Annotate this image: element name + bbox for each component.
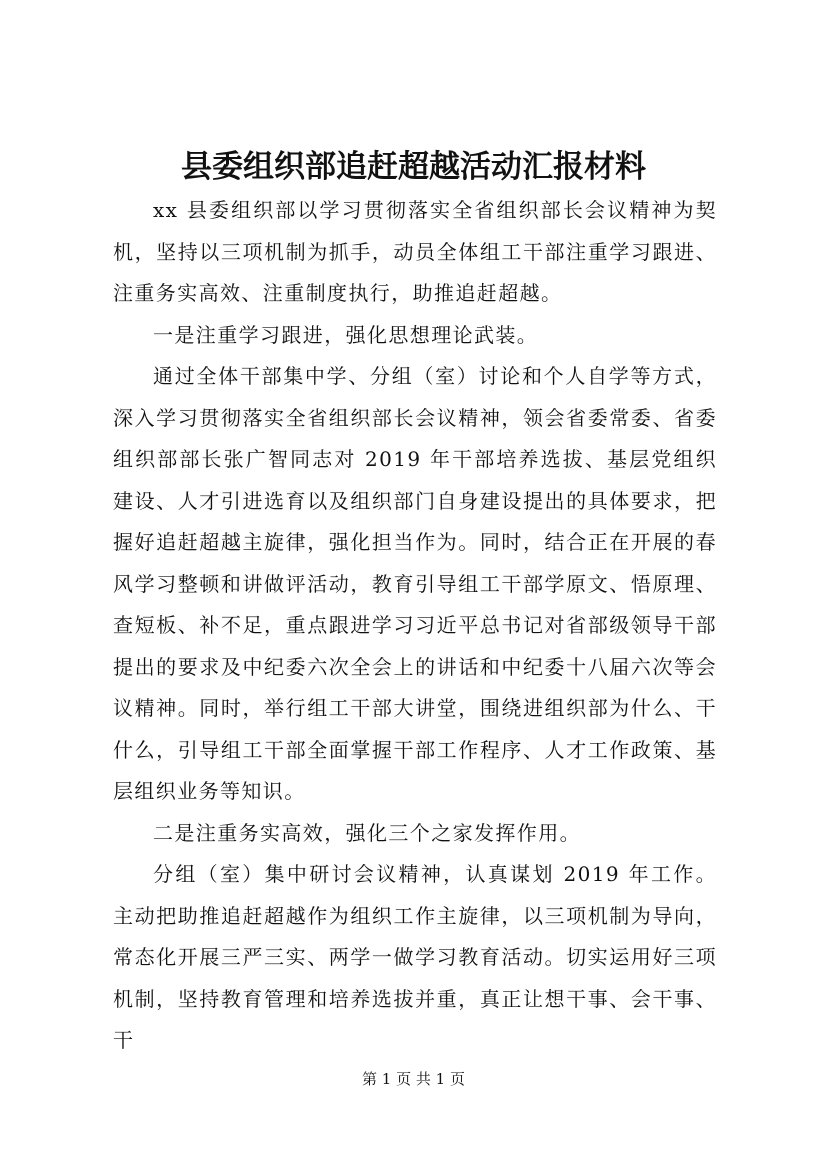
paragraph-study: 通过全体干部集中学、分组（室）讨论和个人自学等方式，深入学习贯彻落实全省组织部长会议精神，领会省委常委、省委组织部部长张广智同志对 2019 年干部培养选拔、基层党组织建设、人才引进选育以及组织部门自身建设提出的具体要求，把握好追赶超越主旋律，强化担当作为。同时，结合正在开展的春风学习整顿和讲做评活动，教育引导组工干部学原文、悟原理、查短板、补不足，重点跟进学习习近平总书记对省部级领导干部提出的要求及中纪委六次全会上的讲话和中纪委十八届六次等会议精神。同时，举行组工干部大讲堂，围绕进组织部为什么、干什么，引导组工干部全面掌握干部工作程序、人才工作政策、基层组织业务等知识。 bbox=[113, 364, 717, 803]
document-body bbox=[113, 190, 717, 1062]
paragraph-work: 分组（室）集中研讨会议精神，认真谋划 2019 年工作。主动把助推追赶超越作为组织工作主旋律，以三项机制为导向，常态化开展三严三实、两学一做学习教育活动。切实运用好三项机制，坚持教育管理和培养选拔并重，真正让想干事、会干事、干 bbox=[113, 862, 717, 1052]
paragraph-intro: xx 县委组织部以学习贯彻落实全省组织部长会议精神为契机，坚持以三项机制为抓手，动员全体组工干部注重学习跟进、注重务实高效、注重制度执行，助推追赶超越。 bbox=[113, 198, 717, 305]
paragraph-heading-1: 一是注重学习跟进，强化思想理论武装。 bbox=[153, 322, 539, 347]
page-footer: 第 1 页 共 1 页 bbox=[362, 1070, 465, 1088]
paragraph-heading-2: 二是注重务实高效，强化三个之家发挥作用。 bbox=[153, 820, 581, 845]
document-title: 县委组织部追赶超越活动汇报材料 bbox=[181, 149, 646, 185]
